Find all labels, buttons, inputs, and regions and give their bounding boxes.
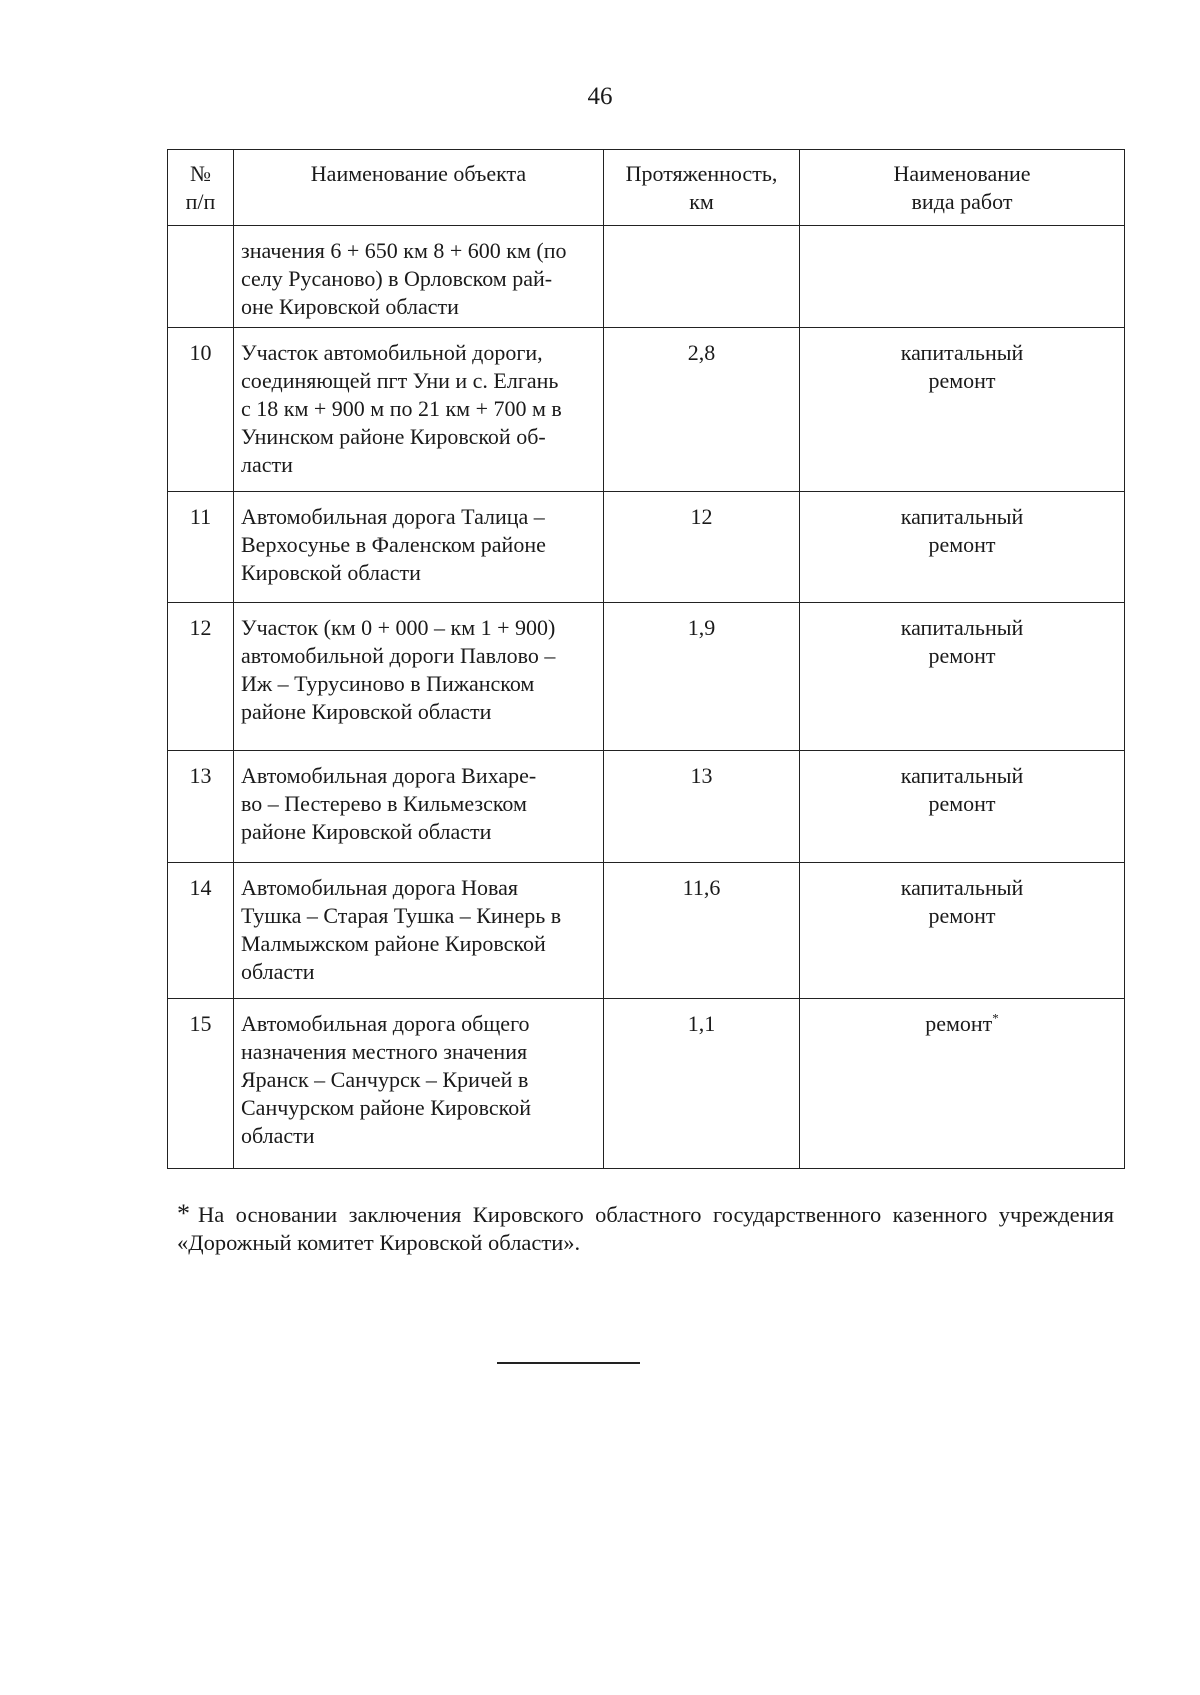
work-type-cell [800,603,1125,751]
work-type-cell [800,751,1125,863]
row-length [604,226,800,328]
header-row [168,150,1125,226]
header-num-line-1: № [190,161,211,186]
table-row [168,226,1125,328]
table-header [168,150,1125,226]
header-length [604,150,800,226]
row-number: 12 [168,603,234,751]
footnote-text: На основании заключения Кировского областного государственного казенного учреждения «Дорожный комитет Кировской области». [177,1202,1114,1255]
work-type-line-1: капитальный [900,340,1024,365]
page-number: 46 [587,83,613,110]
object-name-cell [234,328,604,492]
object-name-cell [234,751,604,863]
table-row [168,328,1125,492]
header-work-line-1: Наименование [893,161,1031,186]
header-length-line-1: Протяженность, [625,161,778,186]
work-type-line-2: ремонт [928,903,996,928]
object-name: Автомобильная дорога Новая Тушка – Старая Тушка – Кинерь в Малмыжском районе Кировской области [241,875,562,984]
object-name-cell [234,863,604,999]
work-type-line-2: ремонт [928,643,996,668]
object-name: Участок (км 0 + 000 – км 1 + 900) автомобильной дороги Павлово – Иж – Турусиново в Пижанском районе Кировской области [241,615,556,724]
header-length-line-2: км [689,189,714,214]
work-type-line-2: ремонт [928,791,996,816]
row-number: 13 [168,751,234,863]
table-row [168,751,1125,863]
work-type-line-1: капитальный [900,615,1024,640]
row-number: 15 [168,999,234,1169]
row-length: 13 [604,751,800,863]
footnote [177,1200,1114,1257]
row-length: 12 [604,492,800,603]
work-type-cell [800,328,1125,492]
object-name: значения 6 + 650 км 8 + 600 км (по селу Русаново) в Орловском рай- оне Кировской области [241,238,567,319]
footnote-reference-marker: * [992,1010,999,1026]
row-length: 1,9 [604,603,800,751]
object-name-cell [234,226,604,328]
work-type-cell [800,863,1125,999]
object-name: Автомобильная дорога Талица – Верхосунье в Фаленском районе Кировской области [241,504,546,585]
table-row [168,999,1125,1169]
row-length: 1,1 [604,999,800,1169]
object-name: Участок автомобильной дороги, соединяющей пгт Уни и с. Елгань с 18 км + 900 м по 21 км + 700 м в Унинском районе Кировской об- ласти [241,340,562,477]
object-name-cell [234,492,604,603]
row-number: 10 [168,328,234,492]
work-type-line-2: ремонт [928,368,996,393]
row-number: 11 [168,492,234,603]
work-type-line-1: капитальный [900,763,1024,788]
work-type-line-2: ремонт [928,532,996,557]
work-type-cell [800,226,1125,328]
row-number: 14 [168,863,234,999]
object-name-cell [234,603,604,751]
row-length: 2,8 [604,328,800,492]
work-type-line-1: капитальный [900,875,1024,900]
table-row [168,492,1125,603]
row-length: 11,6 [604,863,800,999]
table-body [168,226,1125,1169]
header-work [800,150,1125,226]
table-row [168,603,1125,751]
table-row [168,863,1125,999]
end-rule-divider [497,1362,640,1364]
work-type-cell [800,492,1125,603]
work-type-line-1: капитальный [900,504,1024,529]
object-name: Автомобильная дорога общего назначения местного значения Яранск – Санчурск – Кричей в Санчурском районе Кировской области [241,1011,532,1148]
object-name-cell [234,999,604,1169]
header-num [168,150,234,226]
objects-table [167,149,1125,1169]
object-name: Автомобильная дорога Вихаре- во – Пестерево в Кильмезском районе Кировской области [241,763,537,844]
footnote-marker: * [177,1199,190,1228]
work-type-cell [800,999,1125,1169]
header-name [234,150,604,226]
header-name-text: Наименование объекта [310,161,527,186]
header-num-line-2: п/п [185,189,216,214]
header-work-line-2: вида работ [911,189,1013,214]
row-number [168,226,234,328]
work-type-line-1: ремонт* [925,1010,999,1036]
